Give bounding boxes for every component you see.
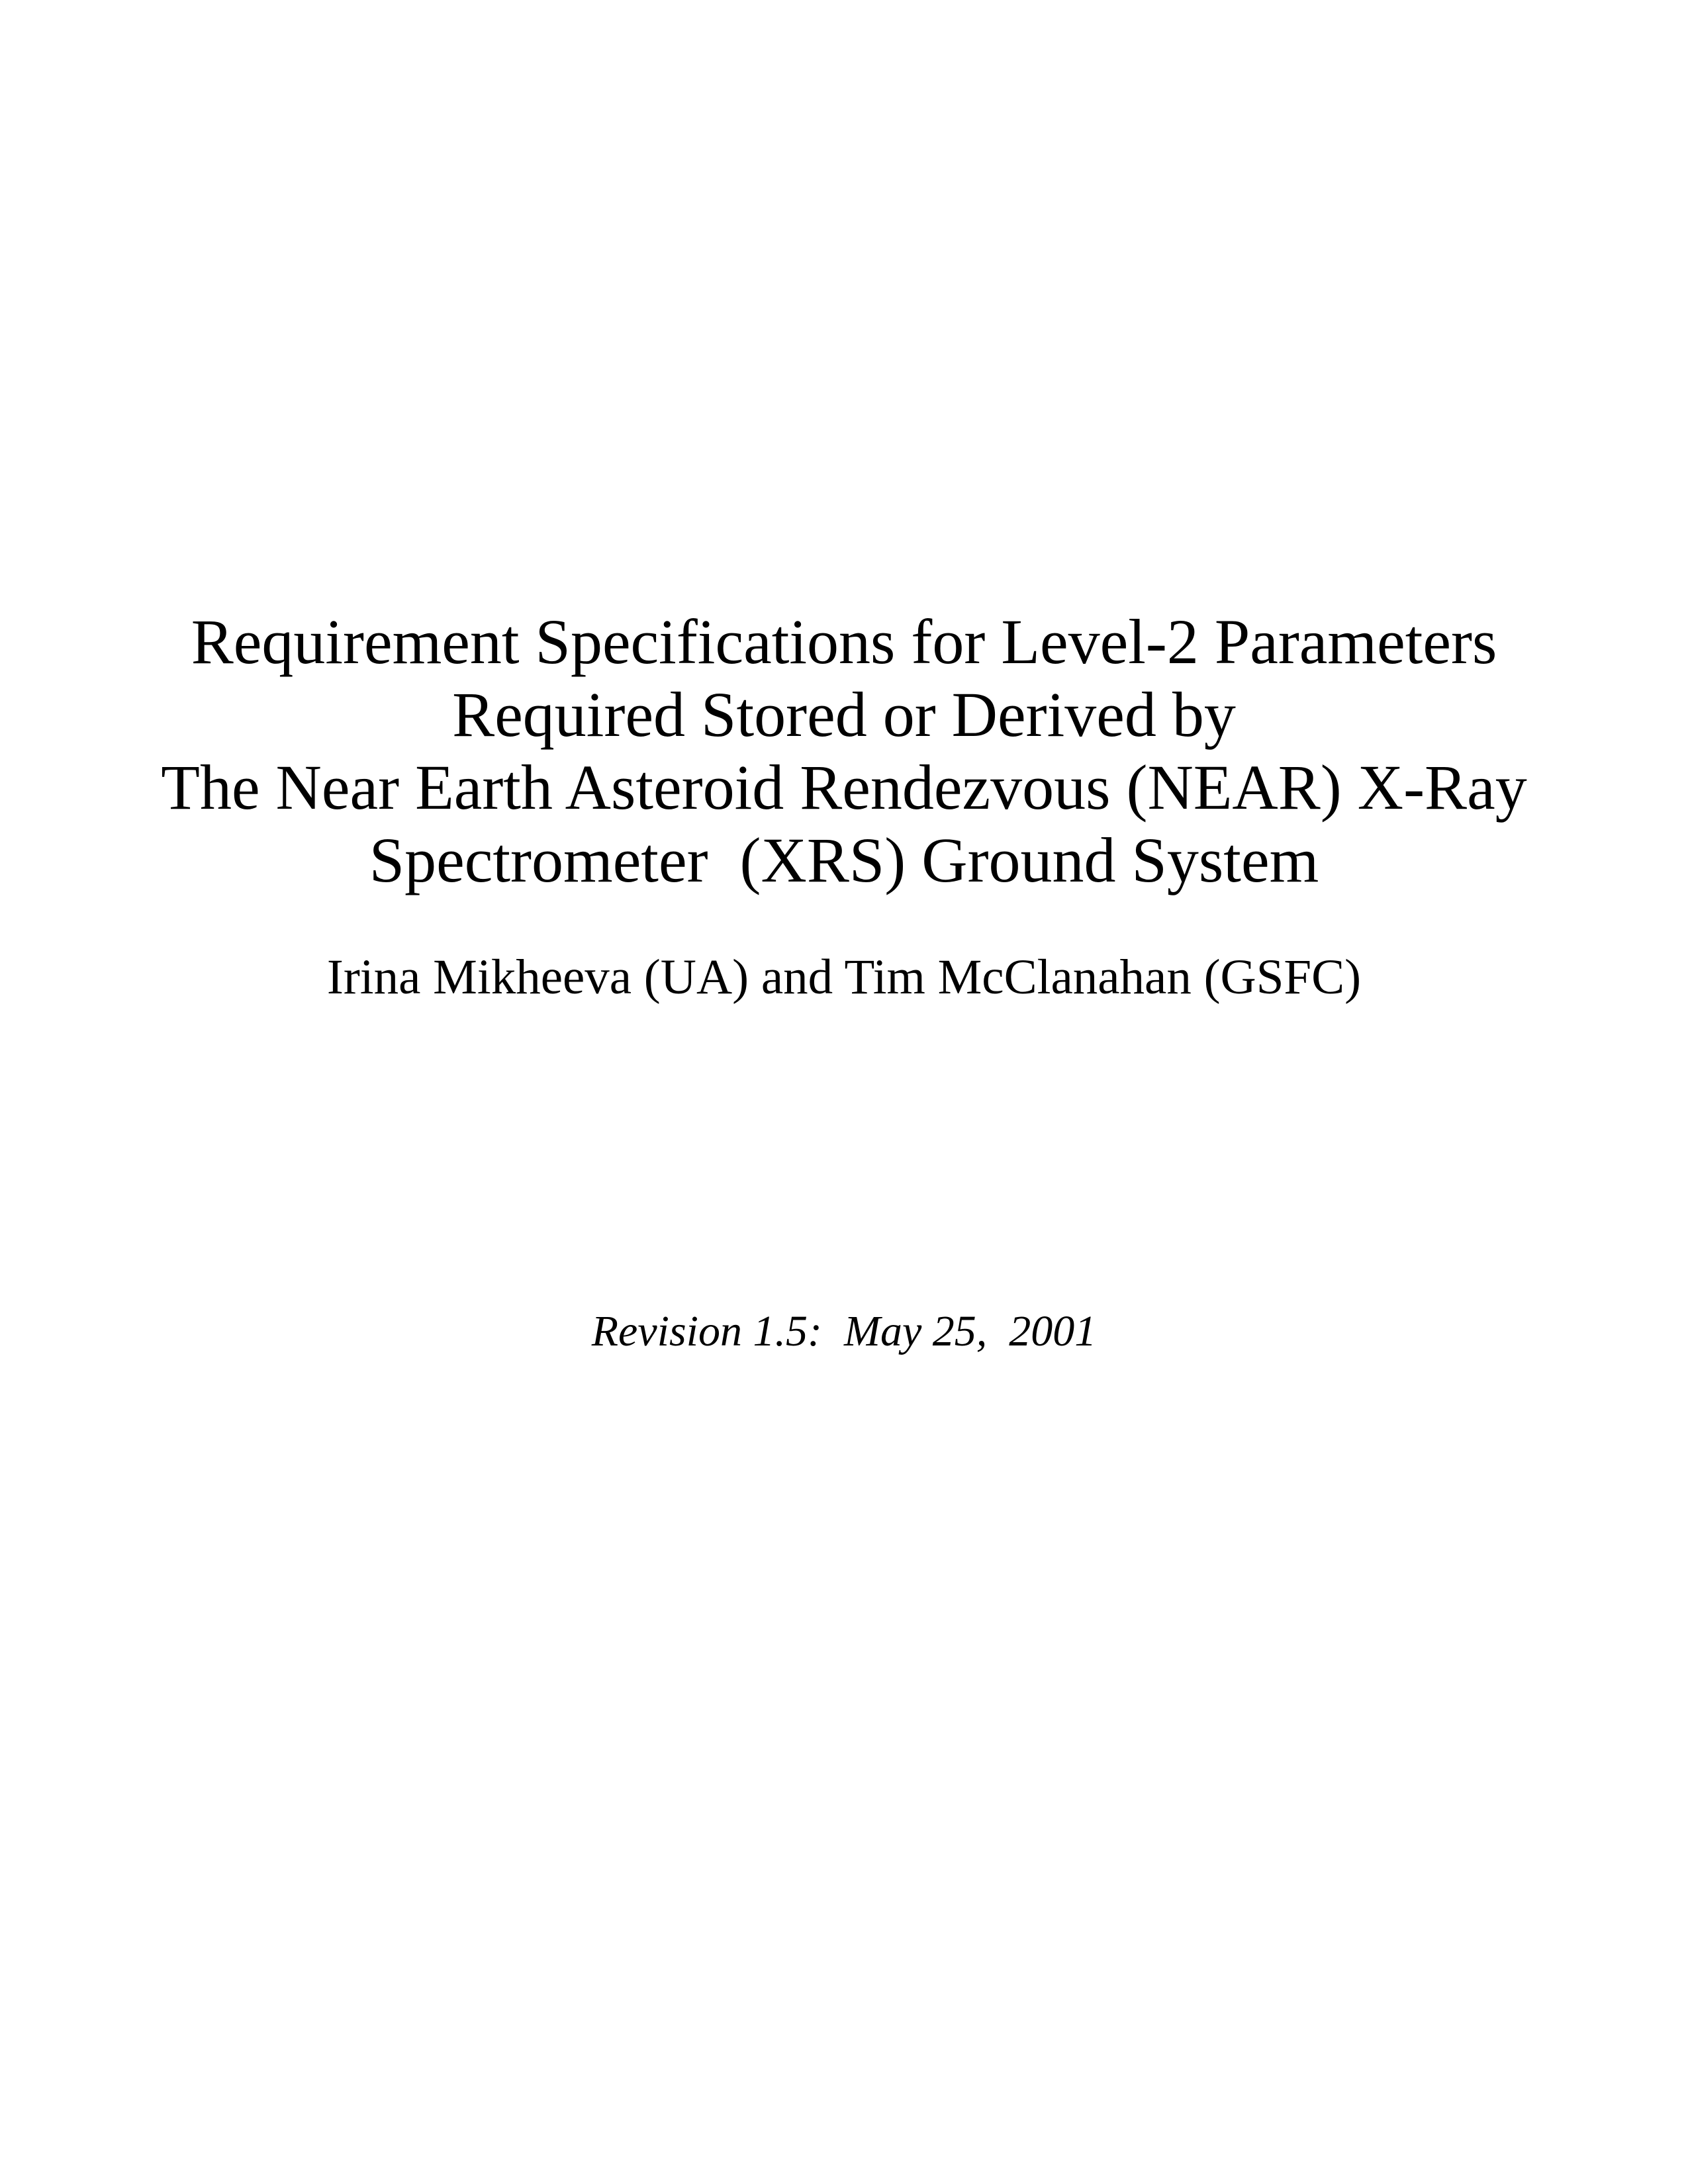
- title-line-1: Requirement Specifications for Level-2 Parameters: [191, 606, 1497, 677]
- document-title: [0, 606, 1688, 897]
- title-line-4: Spectrometer (XRS) Ground System: [369, 825, 1319, 895]
- revision-line: Revision 1.5: May 25, 2001: [591, 1307, 1097, 1355]
- title-line-2: Required Stored or Derived by: [452, 679, 1236, 750]
- title-line-3: The Near Earth Asteroid Rendezvous (NEAR) X-Ray: [161, 752, 1527, 823]
- authors-line: Irina Mikheeva (UA) and Tim McClanahan (GSFC): [326, 950, 1362, 1005]
